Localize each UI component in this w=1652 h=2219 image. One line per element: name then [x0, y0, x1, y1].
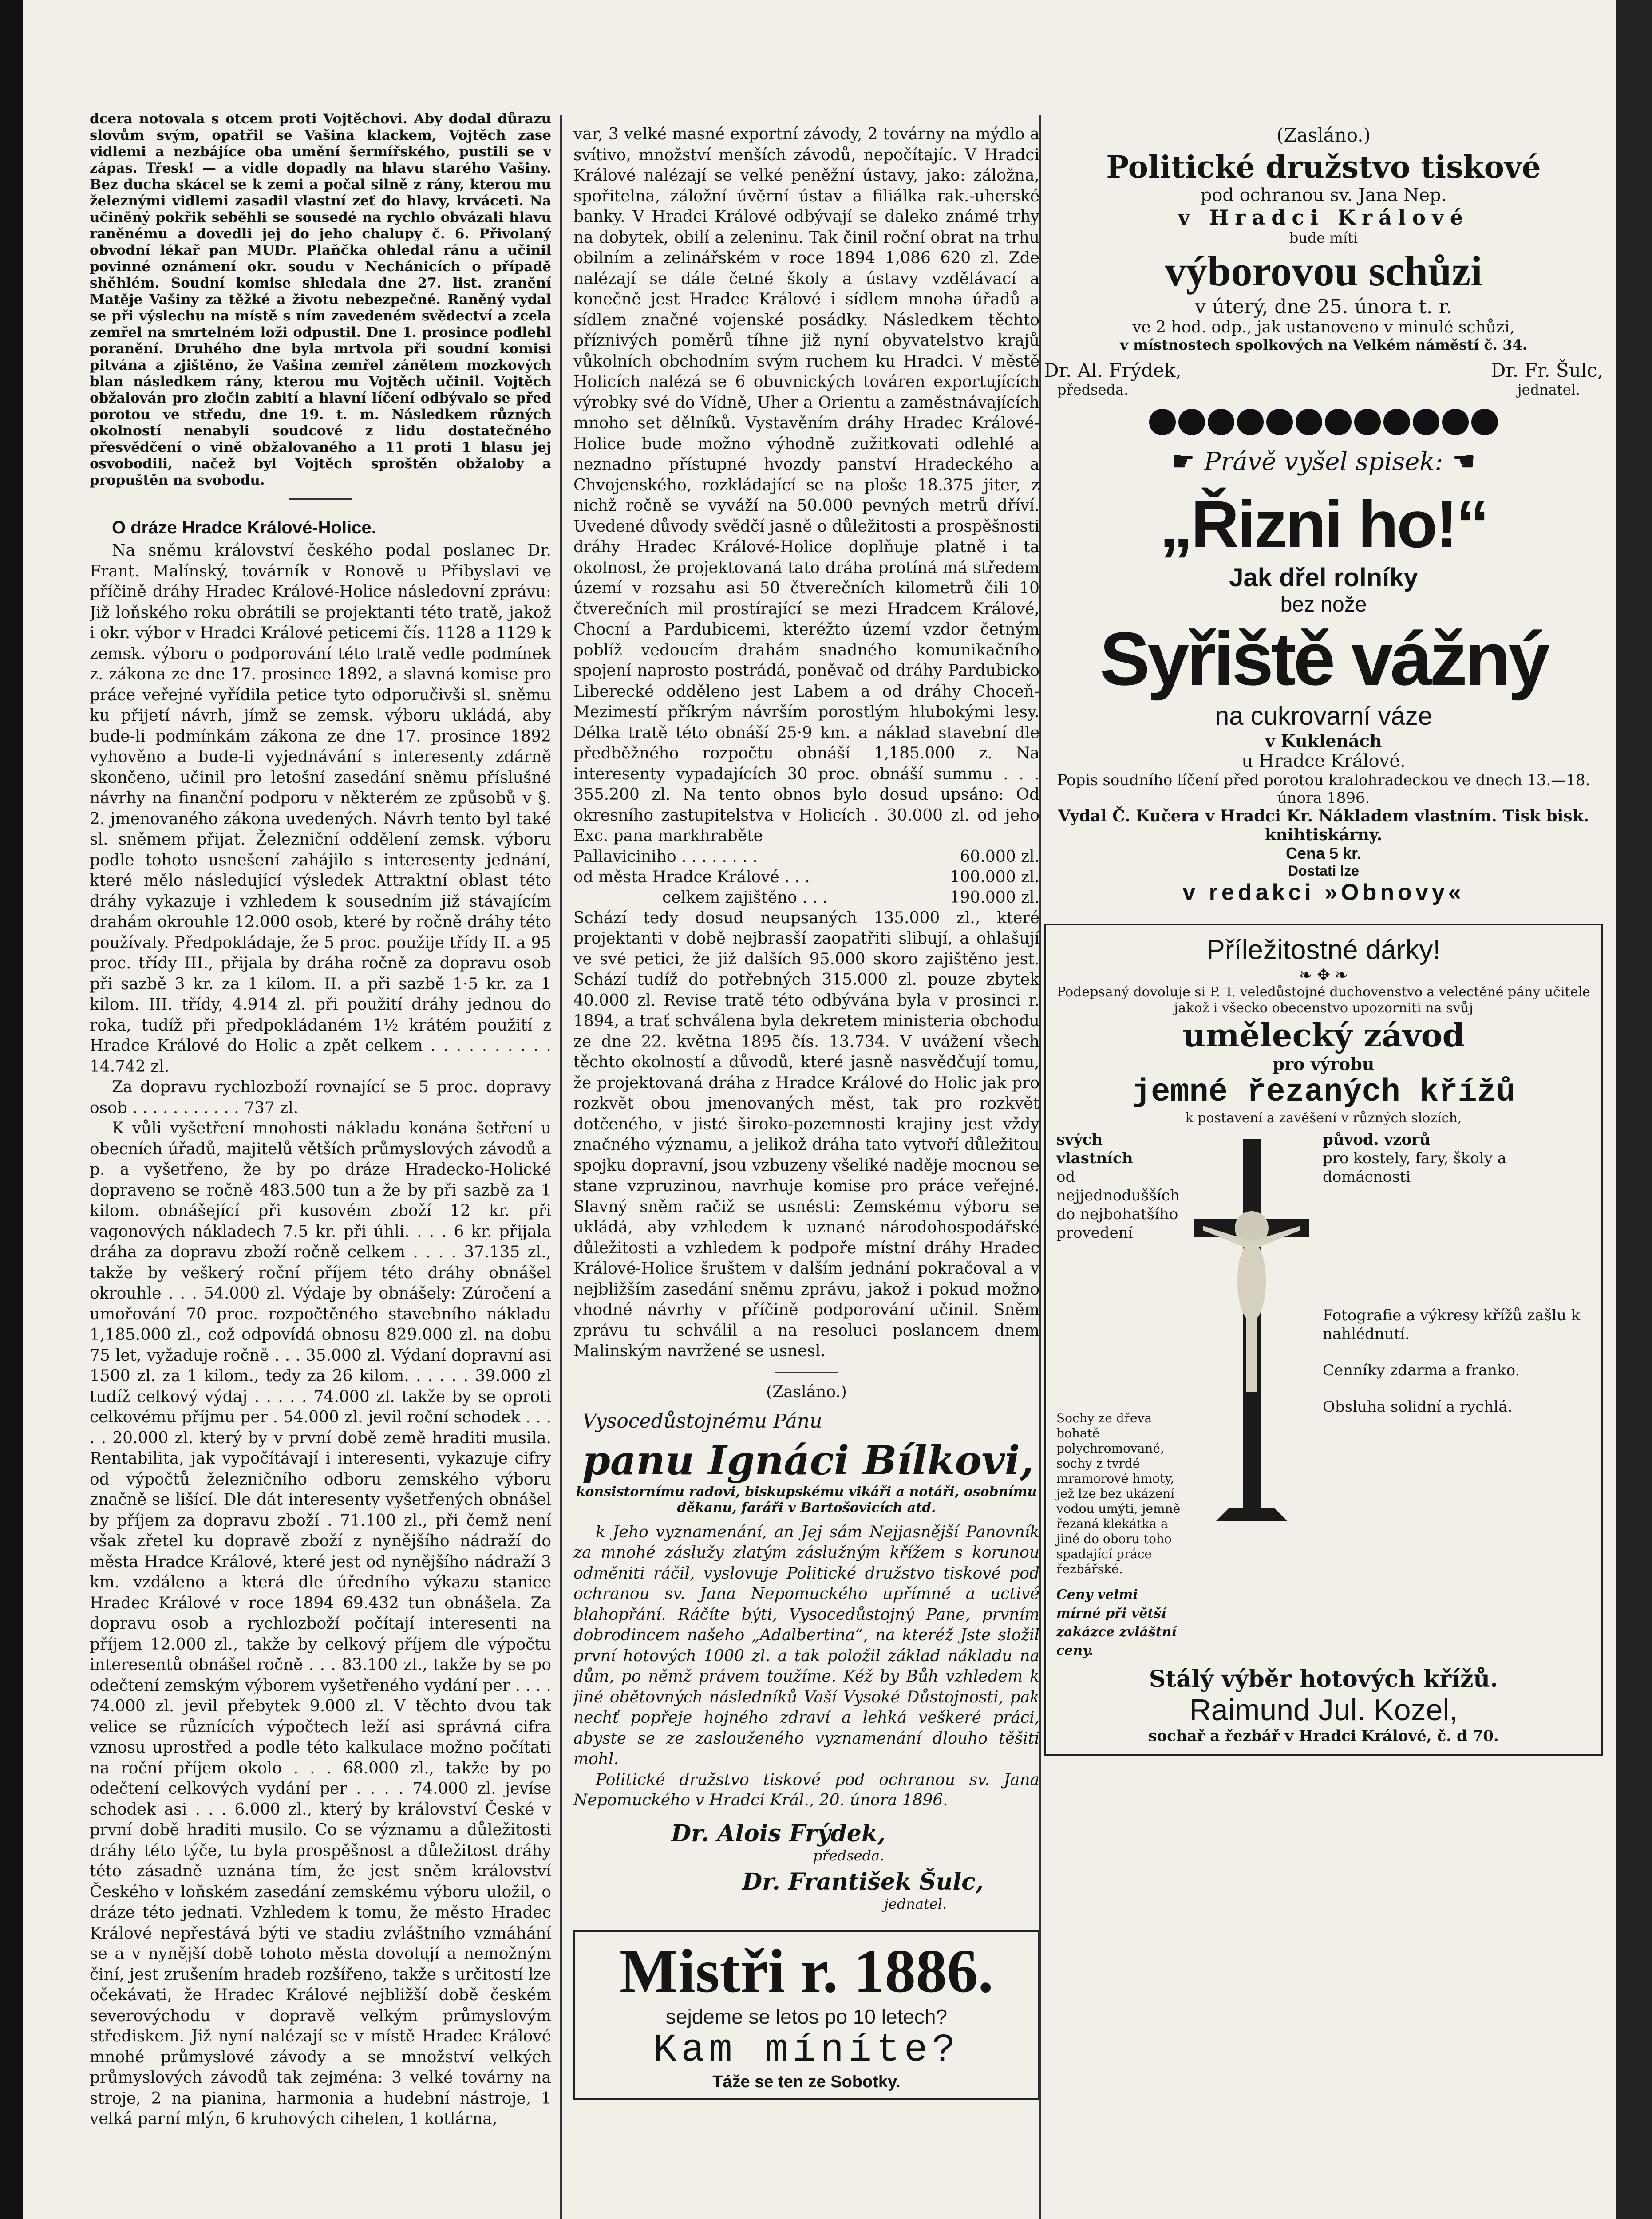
ad-headline: Mistři r. 1886. — [619, 1936, 994, 2006]
signature-role: jednatel. — [884, 1895, 947, 1912]
gift-intro: Podepsaný dovoluje si P. T. veledůstojné duchovenstvo a velectěné pány učitele jakož i všecko obecenstvo upozorniti na svůj — [1057, 984, 1590, 1016]
money-value: 190.000 zl. — [949, 888, 1039, 907]
crosses-right-text — [1323, 1130, 1591, 1660]
notice-signatures — [1044, 359, 1603, 398]
crosses-left-text — [1056, 1130, 1181, 1660]
notice-meeting: výborovou schůzi — [1165, 247, 1482, 295]
notice-date: v úterý, dne 25. února t. r. — [1195, 296, 1452, 318]
zaslano-label: (Zasláno.) — [766, 1382, 847, 1401]
article-paragraph: Na sněmu království českého podal poslanec Dr. Frant. Malínský, továrník v Ronově u Přibyslavi ve příčině dráhy Hradec Králové-Holice následovní zprávu: Již loňského roku obrátili se projektanti této tratě, jakož i okr. výbor v Hradci Králové peticemi čís. 1128 a 1129 k zemsk. výboru o podporování této tratě vedle podmínek z. zákona ze dne 17. prosince 1892, a slavná komise pro práce veřejné vyřídila petice tyto odporučivši sl. sněmu ku přijetí návrh, jímž se zemsk. výboru ukládá, aby bude-li podmínkám zákona ze dne 17. prosince 1892 vyhověno a bude-li vyjednávání s interesenty zdárně skončeno, učinil pro letošní zasedání sněmu příslušné návrhy na finanční podporu v některém ze způsobů v §. 2. jmenovaného zákona uvedených. Návrh tento byl také sl. sněmem přijat. Železniční oddělení zemsk. výboru podle tohoto usnešení zahájilo s interesenty jednání, které mělo následující výsledek Attraktní oblast této dráhy vykazuje i vzhledem k sousedním již stávajícím drahám okrouhle 12.000 osob, které by ročně dráhy této používaly. Předpokládaje, že 5 proc. použije třídy II. a 95 proc. třídy III., přijala by dráha ročně za dopravu osob při sazbě 3 kr. za 1 kilom. II. a při sazbě 1·5 kr. za 1 kilom. III. třídy, 4.914 zl. při použití dráhy jednou do roka, tudíž při předpokládaném 1½ krátém použití z Hradce Králové do Holic a zpět celkem . . . . . . . . . . 14.742 zl. — [90, 541, 551, 1076]
book-title: „Řizni ho!“ — [1159, 487, 1488, 561]
pointing-hand-icon: ☛ — [1171, 446, 1195, 476]
crosses-text: Fotografie a výkresy křížů zašlu k nahlédnutí. — [1323, 1307, 1581, 1343]
address-line: Vysocedůstojnému Pánu — [582, 1410, 822, 1433]
gift-company: umělecký závod — [1182, 1016, 1465, 1054]
book-banner-text: Právě vyšel spisek: — [1204, 447, 1443, 476]
scan-right-edge — [1616, 0, 1652, 2219]
crosses-text: Obsluha solidní a rychlá. — [1323, 1398, 1513, 1416]
notice-signature — [1491, 359, 1603, 398]
thanks-place-date: Politické družstvo tiskové pod ochranou sv. Jana Nepomuckého v Hradci Král., 20. února 1896. — [573, 1770, 1039, 1809]
crosses-text: Ceny velmi mírné při větší zakázce zvláštní ceny. — [1056, 1587, 1177, 1658]
gift-note: k postavení a zavěšení v různých slozích, — [1185, 1110, 1462, 1126]
zaslano-label: (Zasláno.) — [1277, 124, 1371, 146]
column-left — [90, 0, 551, 2130]
crosses-text: Cenníky zdarma a franko. — [1323, 1362, 1520, 1379]
thanks-paragraph: k Jeho vyznamenání, an Jej sám Nejjasnější Panovník za mnohé záslužy zlatým záslužným křížem s korunou odměniti ráčil, vyslovuje Politické družstvo tiskové pod ochranou sv. Jana Nepomuckého upřímné a uctivé blahopřání. Ráčíte býti, Vysocedůstojný Pane, prvním dobrodincem našeho „Adalbertina“, na kteréž Jste složil první hotových 1000 zl. a tak položil základ nákladu na dům, po němž právem toužíme. Kéž by Bůh vzhledem k jiné obětovných následníků Vaší Vysoké Důstojnosti, pak nechť popřeje hojného zdraví a lehká veškeré práci, abyste se ze zaslouženého vyznamenání dlouho těšiti mohl. — [573, 1523, 1039, 1768]
article-paragraph: Schází tedy dosud neupsaných 135.000 zl., které projektanti v době nejbrasší zaopatřiti slibují, a ohlašují ve své petici, že již dalších 95.000 skoro zajištěno jest. Schází tudíž do potřebných 315.000 zl. pouze zbytek 40.000 zl. Revise tratě této odbývána byla v prosinci r. 1894, a trať schválena byla dekretem ministeria obchodu ze dne 22. května 1895 čís. 13.734. V uvážení všech těchto okolností a důvodů, které jasně nasvědčují tomu, že projektovaná dráha z Hradce Králové do Holic jak pro rozkvět obou jmenovaných měst, tak pro rozkvět dotčeného, v jisté široko-pozemnosti krajiny jest vždy značného významu, a jelikož dráha tato vytvoří důležitou spojku dopravní, jsou vzbuzeny všeliké naděje mocnou se stane vzpruzinou, navrhuje komise pro práce veřejné. Slavný sněm račiž se usnésti: Zemskému výboru se ukládá, aby vzhledem k uznané národohospodářské důležitosti a vzhledem k podpoře místní dráhy Hradec Králové-Holice šruštem v dalším jednání pokračoval a v nejbližším zasedání sněmu zprávu, jakož i pokud možno vhodné návrhy v příčině podporování učinil. Sněm zprávu tu schválil a na resoluci poslancem dnem Malinským navržené se usnesl. — [573, 908, 1039, 1360]
article-paragraph: K vůli vyšetření mnohosti nákladu konána šetření u obecních úřadů, majitelů větších průmyslových závodů a p. a vyšetřeno, že by po dráze Hradecko-Holické dopraveno se ročně 483.500 tun a že by při sazbě za 1 kilom. obnášející při kusovém zboží 12 kr. při vagonových nákladech 7.5 kr. při úhli. . . . 6 kr. přijala dráha za dopravu zboží ročně celkem . . . . 37.135 zl., takže by veškerý roční příjem této dráhy obnášel okrouhle . . . 54.000 zl. Výdaje by obnášely: Zúročení a umořování 70 proc. rozpočtěného stavebního nákladu 1,185.000 zl., což odpovídá obnosu 829.000 zl. na dobu 75 let, vyžaduje ročně . . . 35.000 zl. Výdaní dopravní asi 1500 zl. za 1 kilom., tedy za 26 kilom. . . . . . 39.000 zl tudíž celkový výdaj . . . . . 74.000 zl. takže by se oproti celkovému příjmu per . 54.000 zl. jevil roční schodek . . . . . 20.000 zl. který by v první době země hraditi musila. Rentabilita, jak vypočítávají i interesenti, vykazuje cifry od výpočtů železničního odboru zemského výboru značně se lišící. Dle dát interesenty vyšetřených obnášel by příjem za dopravu zboží . 71.100 zl., při čemž není však zřetel ku dopravě zboží z nynějšího nádraží do města Hradce Králové, které jest od nynějšího nádraží 3 km. vzdáleno a která dle úředního výkazu stanice Hradec Králové v roce 1894 69.432 tun obnášela. Za dopravu osob a rychlozboží počítají interesenti na příjem 12.000 zl., takže by celkový příjem dle výpočtu interesentů obnášel ročně . . . 83.100 zl., takže by se po odečtení zemským výborem vyšetřeného vydání per . . . . 74.000 zl. jevil přebytek 9.000 zl. V těchto dvou tak velice se různících výpočtech leží asi správná cifra vznosu uprostřed a podle této kalkulace možno počítati na roční příjem okolo . . . 68.000 zl., takže by po odečtení celkových vydání per . . . . 74.000 zl. jevíse schodek asi . . . 6.000 zl., který by království České v první době hraditi musilo. Co se významu a důležitosti dráhy této týče, tu byla prospěšnost a důležitost dráhy této zásadně uznána tím, že jest sněm království Českého v loňském zasedání zemskému výboru uložil, o dráze této jednati. Vzhledem k tomu, že město Hradec Králové nepřestává býti ve stadiu zvláštního vzmáhání se a v nynější době tohoto města dovolují a nemožným činí, jest zrušením hradeb rozšířeno, takže s určitostí lze očekávati, že Hradec Králové nejbližší době českém severovýchodu v dopravě velkým průmyslovým střediskem. Již nyní nalézají se v místě Hradec Králové mnohé průmyslové závody a se množství velkých průmyslových závodů tak zejména: 3 velké továrny na stroje, 2 na pianina, harmonia a hudební nástroje, 1 velká parní mlýn, 6 kruhových cihelen, 1 kotlárna, — [90, 1119, 551, 2128]
book-where: v redakci »Obnovy« — [1182, 880, 1465, 905]
gift-title: Příležitostné dárky! — [1206, 935, 1441, 965]
notice-sub: pod ochranou sv. Jana Nep. — [1200, 185, 1447, 205]
book-subtitle: na cukrovarní váze — [1214, 702, 1433, 730]
crosses-text: pro kostely, fary, školy a domácnosti — [1323, 1149, 1506, 1186]
gift-pro: pro výrobu — [1273, 1054, 1375, 1074]
book-big-title: Syřiště vážný — [1099, 617, 1548, 701]
ornament-icon: ❧ ✥ ❧ — [1299, 966, 1348, 984]
article-paragraph: Za dopravu rychlozboží rovnající se 5 proc. dopravy osob . . . . . . . . . . . 737 zl. — [90, 1078, 551, 1117]
crosses-body — [1056, 1130, 1591, 1660]
headline-text: O dráze Hradce Králové-Holice. — [112, 518, 376, 537]
divider — [775, 1372, 838, 1373]
book-availability: Dostati lze — [1288, 863, 1360, 879]
column-rule — [560, 115, 562, 2219]
book-description: Popis soudního líčení před porotou kralohradeckou ve dnech 13.—18. února 1896. — [1057, 771, 1590, 807]
notice-sub: bude míti — [1289, 229, 1358, 246]
crosses-text: Sochy ze dřeva bohatě polychromované, sochy z tvrdé mramorové hmoty, jež lze bez ukázení vodou umýti, jemně řezaná klekátka a jiné do oboru toho spadající práce řezbářské. — [1056, 1411, 1181, 1576]
crosses-maker-address: sochař a řezbář v Hradci Králové, č. d 70. — [1148, 1727, 1499, 1745]
book-subtitle: v Kuklenách — [1265, 731, 1382, 751]
money-label: Pallaviciniho . . . . . . . . — [573, 847, 758, 866]
book-publisher: Vydal Č. Kučera v Hradci Kr. Nákladem vlastním. Tisk bisk. knihtiskárny. — [1058, 807, 1589, 844]
pointing-hand-icon: ☛ — [1452, 446, 1476, 476]
newspaper-page — [23, 0, 1616, 2219]
crosses-text: původ. vzorů — [1323, 1131, 1431, 1149]
notice-time: ve 2 hod. odp., jak ustanoveno v minulé schůzi, — [1132, 318, 1515, 336]
signature-name: Dr. Fr. Šulc, — [1490, 359, 1603, 381]
money-list — [573, 847, 1039, 908]
decorative-dots — [1044, 409, 1603, 435]
book-banner — [1044, 446, 1603, 477]
book-subtitle: Jak dřel rolníky — [1229, 563, 1418, 592]
ad-line: Táže se ten ze Sobotky. — [712, 2072, 901, 2091]
address-name: panu Ignáci Bílkovi, — [582, 1437, 1034, 1484]
crosses-text: od nejjednodušších do nejbohatšího provedení — [1056, 1168, 1180, 1242]
column-right — [1044, 0, 1603, 1765]
mistri-ad — [573, 1930, 1039, 2100]
crucifix-icon — [1185, 1130, 1318, 1530]
signature-role: jednatel. — [1517, 381, 1580, 398]
notice-title: Politické družstvo tiskové — [1106, 150, 1541, 185]
article-paragraph: var, 3 velké masné exportní závody, 2 továrny na mýdlo a svítivo, množství menších závodů, nepočítajíc. V Hradci Králové nalézají se velké peněžní ústavy, jako: záložna, spořitelna, záložní úvěrní ústav a filiálka rak.-uherské banky. V Hradci Králové odbývají se daleko známé trhy na dobytek, obilí a zeleninu. Tak činil roční obrat na trhu obilním a zelinářském v roce 1894 1,086 620 zl. Zde nalézají se dále četné školy a ústavy vzdělávací a konečně jest Hradec Králové i sídlem mnoha úřadů a sídlem značné vojenské posádky. Následkem těchto příznivých poměrů tíhne již nyní obyvatelstvo krajů vůkolních obchodním svým ruchem ku Hradci. V městě Holicích nalézá se 6 obuvnických továren exportujících výrobky své do Vídně, Uher a Orientu a zaměstnávajících mnoho set dělníků. Vystavěním dráhy Hradec Králové-Holice bude možno výhodně zužitkovati odlehlé a neznadno přístupné hvozdy panství Hradeckého a Chvojenského, rozkládající se na ploše 18.375 jiter, z nichž ročně se vyváží na 50.000 pevných metrů dříví. Uvedené důvody svědčí jasně o důležitosti a prospěšnosti dráhy Hradec Králové-Holice doplňuje platně i ta okolnost, že projektovaná tato dráha protíná má středem území v rozsahu asi 50 čtverečních kilometrů čili 10 čtverečních mil prostírající se mezi Hradcem Králové, Chocní a Pardubicemi, kteréžto území vzdor četným poblíž vedoucím drahám snadného komunikačního spojení naprosto postrádá, poněvač od dráhy Pardubicko Liberecké odděleno jest Labem a od dráhy Choceň-Mezimestí příkrým návrším porostlým hlubokými lesy. Délka tratě této obnáší 25·9 km. a náklad stavební dle předběžného rozpočtu obnáší 1,185.000 z. Na interesenty vypadajících 30 proc. obnáší summu . . . 355.200 zl. Na tento obnos bylo dosud upsáno: Od okresního zastupitelstva v Holicích . 30.000 zl. od jeho Exc. pana markhraběte — [573, 125, 1039, 845]
book-subtitle: u Hradce Králové. — [1241, 751, 1406, 771]
notice-place: v místnostech spolkových na Velkém náměstí č. 34. — [1120, 336, 1527, 353]
money-label: celkem zajištěno . . . — [662, 888, 828, 907]
money-value: 100.000 zl. — [949, 868, 1039, 886]
signature-name: Dr. Al. Frýdek, — [1044, 359, 1182, 381]
column-rule — [1039, 115, 1041, 2219]
column-middle — [573, 0, 1039, 2108]
money-label: od města Hradce Králové . . . — [573, 868, 810, 886]
crosses-maker: Raimund Jul. Kozel, — [1189, 1693, 1458, 1727]
notice-signature — [1044, 359, 1182, 398]
article-headline — [90, 517, 551, 538]
crosses-ad — [1044, 924, 1603, 1756]
money-row — [573, 847, 1039, 867]
money-row — [573, 888, 1039, 908]
scan-dark-edge — [0, 0, 23, 2219]
signature-role: předseda. — [1057, 381, 1129, 398]
signature-role: předseda. — [813, 1847, 885, 1864]
crosses-stock: Stálý výběr hotových křížů. — [1149, 1666, 1498, 1693]
ad-line: Kam míníte? — [653, 2028, 960, 2073]
article-end-paragraph: dcera notovala s otcem proti Vojtěchovi. Aby dodal důrazu slovům svým, opatřil se Vašina klackem, Vojtěch zase vidlemi a nezbájíce oba umění šermířského, pustili se v zápas. Třesk! — a vidle dopadly na hlavu starého Vašiny. Bez ducha skácel se k zemi a počal silně z rány, kterou mu železnými vidlemi zasadil vlastní zeť do hlavy, krváceti. Na učiněný pokřik seběhli se sousedé na rychlo obvázali hlavu raněnému a dovedli jej do jeho chalupy č. 6. Přivolaný obvodní lékař pan MUDr. Plaňčka ohledal ránu a učinil povinné oznámení okr. soudu v Nechánicích o případě shěhlém. Soudní komise shledala dne 27. list. zranění Matěje Vašiny za těžké a životu nebezpečné. Raněný vydal se při výslechu na místě s ním zavedeném svědectví a zcela zemřel na smrtelném loži odpustil. Dne 1. prosince podlehl poranění. Druhého dne byla mrtvola při soudní komisi pitvána a zjištěno, že Vašina zemřel zánětem mozkových blan následkem rány, kterou mu Vojtěch učinil. Vojtěch obžalován pro zločin zabití a hlavní líčení odbývalo se před porotou ve středu, dne 19. t. m. Následkem různých okolností nenabyli soudcové z lidu dostatečného přesvědčení o vině obžalovaného a 11 proti 1 hlasu jej osvobodili, načež byl Vojtěch sproštěn obžaloby a propuštěn na svobodu. — [90, 111, 551, 488]
address-titles: konsistornímu radovi, biskupskému vikáři a notáři, osobnímu děkanu, faráři v Bartošovicích atd. — [576, 1484, 1037, 1516]
crucifix-illustration — [1185, 1130, 1318, 1660]
ad-line: sejdeme se letos po 10 letech? — [665, 2005, 948, 2028]
book-price: Cena 5 kr. — [1285, 844, 1362, 862]
money-value: 60.000 zl. — [960, 847, 1039, 866]
crosses-text: svých vlastních — [1056, 1131, 1133, 1167]
book-subtitle: bez nože — [1280, 593, 1367, 616]
notice-sub: v Hradci Králové — [1178, 205, 1470, 229]
divider — [289, 498, 352, 500]
money-row — [573, 867, 1039, 888]
gift-product: jemné řezaných křížů — [1131, 1074, 1516, 1110]
signature-name: Dr. Alois Frýdek, — [671, 1820, 886, 1847]
signature-name: Dr. František Šulc, — [742, 1868, 984, 1895]
